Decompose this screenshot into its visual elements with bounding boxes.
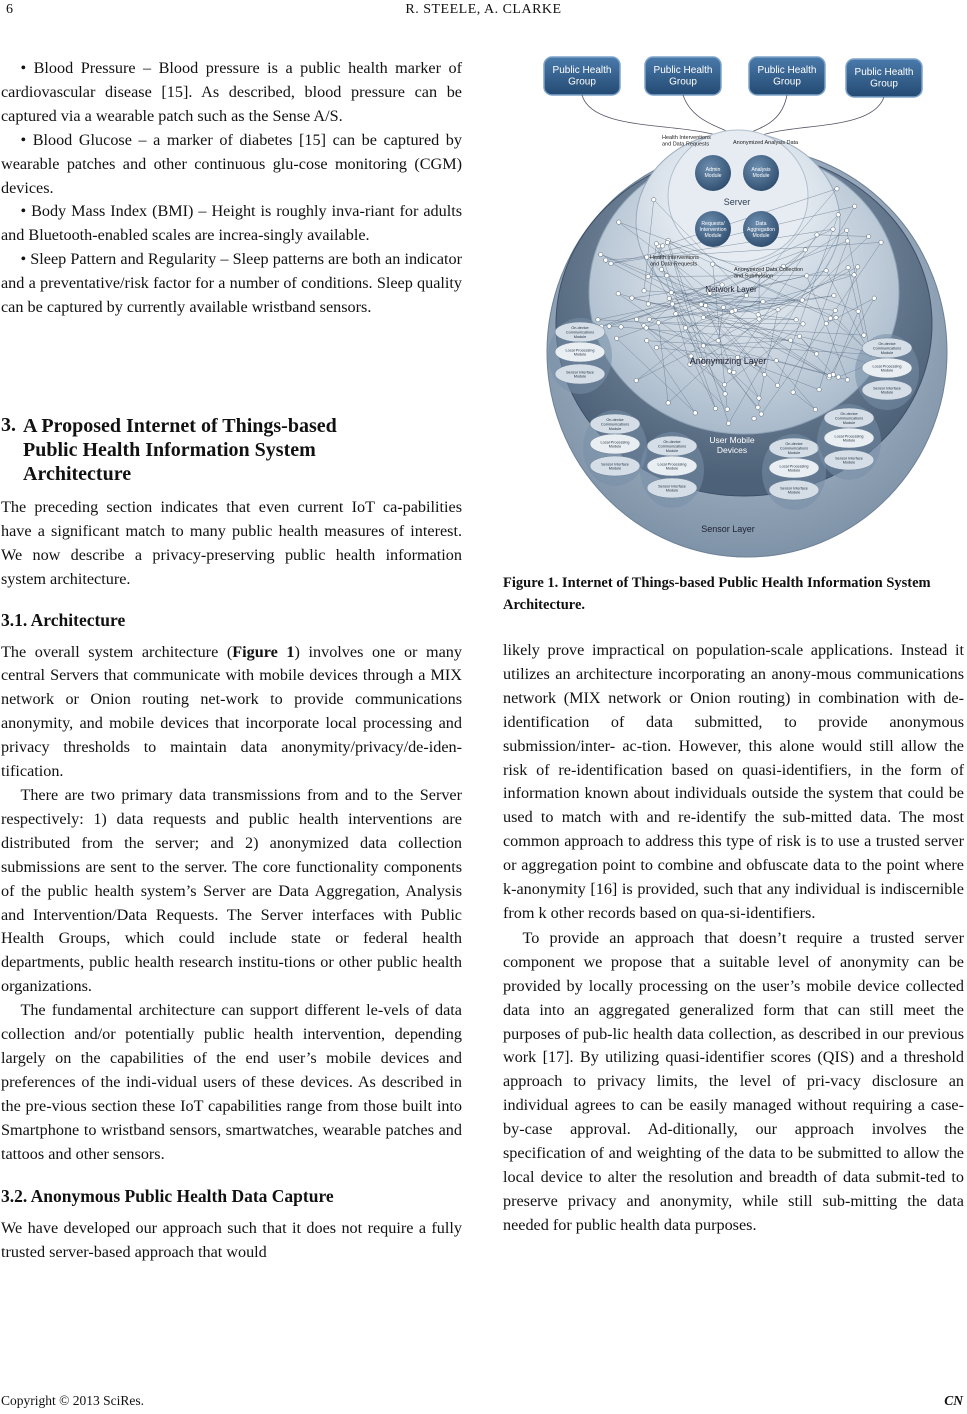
network-node: [725, 407, 729, 411]
device-module-label: Local Processing Module: [872, 364, 902, 373]
network-node: [726, 421, 730, 425]
device-cluster: [640, 432, 704, 508]
section-3-paragraph: The preceding section indicates that even current IoT ca-pabilities have a significant match to many public health measures of interest. We now describe a privacy-preserving public health information system architecture.: [1, 498, 462, 588]
network-node: [667, 296, 671, 300]
anonymizing-layer-label: Anonymizing Layer: [689, 356, 767, 366]
network-node: [634, 317, 638, 321]
network-node: [831, 227, 835, 231]
network-node: [603, 258, 607, 262]
footer-copyright: Copyright © 2013 SciRes.: [1, 1393, 145, 1408]
network-node: [607, 324, 611, 328]
network-node: [674, 312, 678, 316]
network-node: [845, 239, 849, 243]
network-node: [801, 322, 805, 326]
network-node: [645, 255, 649, 259]
module-label: Admin Module: [704, 167, 722, 179]
network-node: [644, 326, 648, 330]
figure-1-architecture-diagram: [532, 52, 964, 562]
network-node: [660, 244, 664, 248]
bullet-blood-pressure: • Blood Pressure – Blood pressure is a public health marker of cardiovascular disease [15]. As described, blood pressure can be captured via a wearable patch such as the Sense A/S.: [1, 59, 462, 125]
network-node: [757, 317, 761, 321]
server-label: Server: [723, 197, 751, 207]
network-node: [800, 298, 804, 302]
network-node: [828, 316, 832, 320]
network-node: [617, 220, 621, 224]
device-module-label: On-device Communications Module: [779, 442, 809, 455]
device-module-label: Sensor Interface Module: [601, 462, 629, 471]
server-circle: [668, 130, 808, 262]
device-module-label: Local Processing Module: [779, 464, 809, 473]
figure-1-caption: Figure 1. Internet of Things-based Public Health Information System Architecture.: [503, 575, 931, 613]
group-label: Public Health Group: [653, 65, 713, 88]
device-cluster: [762, 434, 826, 510]
module-label: Analysis Module: [751, 167, 771, 179]
network-layer-label: Network Layer: [705, 285, 757, 294]
network-node: [669, 290, 673, 294]
flow-label-mid-left: Health Interventions and Data Requests: [650, 255, 699, 268]
user-devices-label: User Mobile Devices: [709, 435, 755, 455]
device-module-label: On-device Communications Module: [565, 326, 595, 339]
section-3-1-paragraph-2: There are two primary data transmissions from and to the Server respectively: 1) data requests and public health interventions are distributed from the server; and 2) anonymized data collection submissions are sent to the server. The core functionality components of the public health system’s Server are Data Aggregation, Analysis and Intervention/Data Requests. The Server interfaces with Public Health Groups, which could include state or federal health departments, public health research institu-tions or other public health organizations.: [1, 785, 462, 996]
device-cluster: [583, 410, 647, 486]
device-module-label: Local Processing Module: [600, 440, 630, 449]
network-node: [762, 372, 766, 376]
network-node: [647, 317, 651, 321]
device-module-label: Sensor Interface Module: [873, 386, 901, 395]
network-node: [616, 291, 620, 295]
network-node: [794, 318, 798, 322]
device-cluster: [817, 404, 881, 480]
network-node: [599, 252, 603, 256]
network-node: [824, 321, 828, 325]
network-node: [845, 228, 849, 232]
network-node: [805, 274, 809, 278]
network-node: [832, 293, 836, 297]
network-node: [852, 204, 856, 208]
network-node: [619, 325, 623, 329]
network-node: [630, 296, 634, 300]
network-node: [723, 392, 727, 396]
network-node: [836, 213, 840, 217]
network-node: [703, 303, 707, 307]
network-node: [701, 315, 705, 319]
module-label: Requests/ Intervention Module: [699, 221, 727, 239]
footer-journal: CN: [944, 1393, 963, 1408]
network-node: [756, 405, 760, 409]
network-node: [665, 273, 669, 277]
network-node: [646, 302, 650, 306]
device-module-label: Sensor Interface Module: [780, 486, 808, 495]
network-node: [813, 407, 817, 411]
public-health-groups: [544, 57, 922, 97]
device-module-label: Sensor Interface Module: [835, 456, 863, 465]
network-node: [836, 375, 840, 379]
network-node: [862, 333, 866, 337]
section-3-1-paragraph-3: The fundamental architecture can support different le-vels of data collection and/or potentially public health intervention, depending largely on the capabilities of the end user’s mobile devices and preferences of the indi-vidual users of these devices. As described in the pre-vious section these IoT capabilities range from those built into Smartphone to wristband sensors, smartwatches, wearable patches and tattoos and other sensors.: [1, 1001, 462, 1163]
network-node: [846, 265, 850, 269]
network-node: [827, 374, 831, 378]
network-node: [693, 411, 697, 415]
network-node: [866, 234, 870, 238]
network-node: [856, 309, 860, 313]
right-column: [503, 639, 964, 1238]
network-node: [879, 240, 883, 244]
device-module-label: On-device Communications Module: [657, 440, 687, 453]
network-node: [855, 265, 859, 269]
network-node: [596, 318, 600, 322]
flow-label-mid-right: Anonymized Data Collection and Submission: [734, 267, 804, 280]
network-node: [852, 273, 856, 277]
network-node: [722, 383, 726, 387]
network-node: [634, 378, 638, 382]
network-node: [824, 268, 828, 272]
module-label: Data Aggregation Module: [747, 221, 775, 239]
network-node: [614, 336, 618, 340]
network-node: [775, 383, 779, 387]
network-node: [833, 308, 837, 312]
network-node: [774, 358, 778, 362]
device-module-label: Sensor Interface Module: [658, 484, 686, 493]
network-node: [835, 187, 839, 191]
figure-1-reference[interactable]: Figure 1: [232, 642, 295, 661]
network-node: [701, 344, 705, 348]
group-label: Public Health Group: [854, 67, 914, 90]
device-module-label: On-device Communications Module: [600, 418, 630, 431]
network-node: [665, 240, 669, 244]
network-node: [815, 233, 819, 237]
network-node: [683, 326, 687, 330]
network-node: [659, 267, 663, 271]
right-paragraph-2: To provide an approach that doesn’t require a trusted server component we propose that a suitable level of anonymity can be provided by locally processing on the user’s mobile device collected data into an aggregated generalized form that can still meet the purposes of pub-lic health data collection, as described in our previous work [17]. By utilizing quasi-identifier scores (QIS) and a threshold approach to privacy limits, the level of pri-vacy disclosure an individual agrees to can be easily managed without requiring a case-by-case approval. Ad-ditionally, our approach involves the specification of and weighting of the data to be submitted to allow the local device to alter the resolution and breadth of data submit-ted to preserve privacy and anonymity, while still sub-mitting the data needed for public health data purposes.: [503, 928, 964, 1234]
network-node: [791, 390, 795, 394]
device-cluster: [855, 334, 919, 410]
left-column: [1, 57, 462, 320]
device-module-label: Local Processing Module: [657, 462, 687, 471]
network-node: [872, 296, 876, 300]
network-node: [776, 307, 780, 311]
section-3-1-title: 3.1. Architecture: [1, 609, 126, 630]
network-node: [721, 305, 725, 309]
section-3-title-line: Public Health Information System: [23, 439, 316, 461]
section-3-2-paragraph-1: We have developed our approach such that it does not require a fully trusted server-based approach that would: [1, 1219, 462, 1262]
network-node: [666, 401, 670, 405]
network-node: [670, 302, 674, 306]
running-header-authors: R. STEELE, A. CLARKE: [405, 2, 562, 17]
sensor-layer-label: Sensor Layer: [701, 524, 755, 534]
section-3-1-paragraph-1: The overall system architecture (Figure 1) involves one or many central Servers that communicate with mobile devices through a MIX network or Onion routing net-work to provide communications anonymity, and mobile devices that incorporate local processing and privacy thresholds to maintain data anonymity/privacy/de-iden-tification.: [1, 642, 462, 781]
network-node: [713, 406, 717, 410]
network-node: [845, 378, 849, 382]
bullet-blood-glucose: • Blood Glucose – a marker of diabetes [15] can be captured by wearable patches and other continuous glu-cose monitoring (CGM) devices.: [1, 130, 462, 197]
bullet-bmi: • Body Mass Index (BMI) – Height is roughly inva-riant for adults and Bluetooth-enabled scales are increa-singly available.: [1, 202, 462, 245]
device-module-label: On-device Communications Module: [834, 412, 864, 425]
network-node: [788, 338, 792, 342]
device-module-label: Sensor Interface Module: [566, 370, 594, 379]
group-label: Public Health Group: [757, 65, 817, 88]
network-node: [645, 338, 649, 342]
page-number: 6: [6, 2, 13, 17]
left-column-body: [1, 496, 462, 1265]
section-3-number: 3.: [1, 414, 16, 436]
network-node: [797, 334, 801, 338]
network-node: [642, 289, 646, 293]
device-module-label: Local Processing Module: [834, 434, 864, 443]
flow-label-top-left: Health Interventions and Data Requests: [662, 135, 711, 148]
network-node: [814, 352, 818, 356]
network-node: [652, 197, 656, 201]
network-node: [699, 302, 703, 306]
section-3-title-line: Architecture: [23, 463, 132, 485]
device-module-label: On-device Communications Module: [872, 342, 902, 355]
network-node: [756, 313, 760, 317]
device-module-label: Local Processing Module: [565, 348, 595, 357]
network-node: [609, 261, 613, 265]
network-node: [752, 416, 756, 420]
network-node: [716, 338, 720, 342]
network-node: [803, 248, 807, 252]
network-node: [757, 396, 761, 400]
section-3-title-line: A Proposed Internet of Things-based: [23, 415, 337, 437]
network-node: [654, 241, 658, 245]
network-node: [732, 370, 736, 374]
network-node: [654, 345, 658, 349]
device-cluster: [548, 318, 612, 394]
section-3-heading: [1, 414, 462, 486]
network-node: [834, 315, 838, 319]
network-node: [759, 412, 763, 416]
network-node: [646, 274, 650, 278]
network-node: [817, 387, 821, 391]
flow-label-top-right: Anonymized Analysis Data: [733, 140, 799, 146]
network-node: [730, 309, 734, 313]
network-node: [656, 321, 660, 325]
group-label: Public Health Group: [552, 65, 612, 88]
bullet-sleep: • Sleep Pattern and Regularity – Sleep patterns are both an indicator and a preventative/risk factor for a number of conditions. Sleep quality can be captured by currently available wristband sensors.: [1, 250, 462, 317]
section-3-2-title: 3.2. Anonymous Public Health Data Capture: [1, 1186, 334, 1207]
network-node: [761, 299, 765, 303]
right-paragraph-1: likely prove impractical on population-scale applications. Instead it utilizes an architecture incorporating an anony-mous communications network (MIX network or Onion routing) in combination with de-identification of data submitted, to provide anonymous submission/inter- ac-tion. However, this alone would still allow the risk of re-identification based on quasi-identifiers, in the form of information known about individuals outside the system that could be used to match with and re-identify the sub-mitted data. The most common approach to address this type of risk is to use a trusted server or aggregation point to combine and obfuscate data to the point where k-anonymity [16] is provided, such that any individual is indiscernible from k other records based on qua-si-identifiers.: [503, 641, 964, 922]
network-node: [710, 262, 714, 266]
network-node: [727, 369, 731, 373]
